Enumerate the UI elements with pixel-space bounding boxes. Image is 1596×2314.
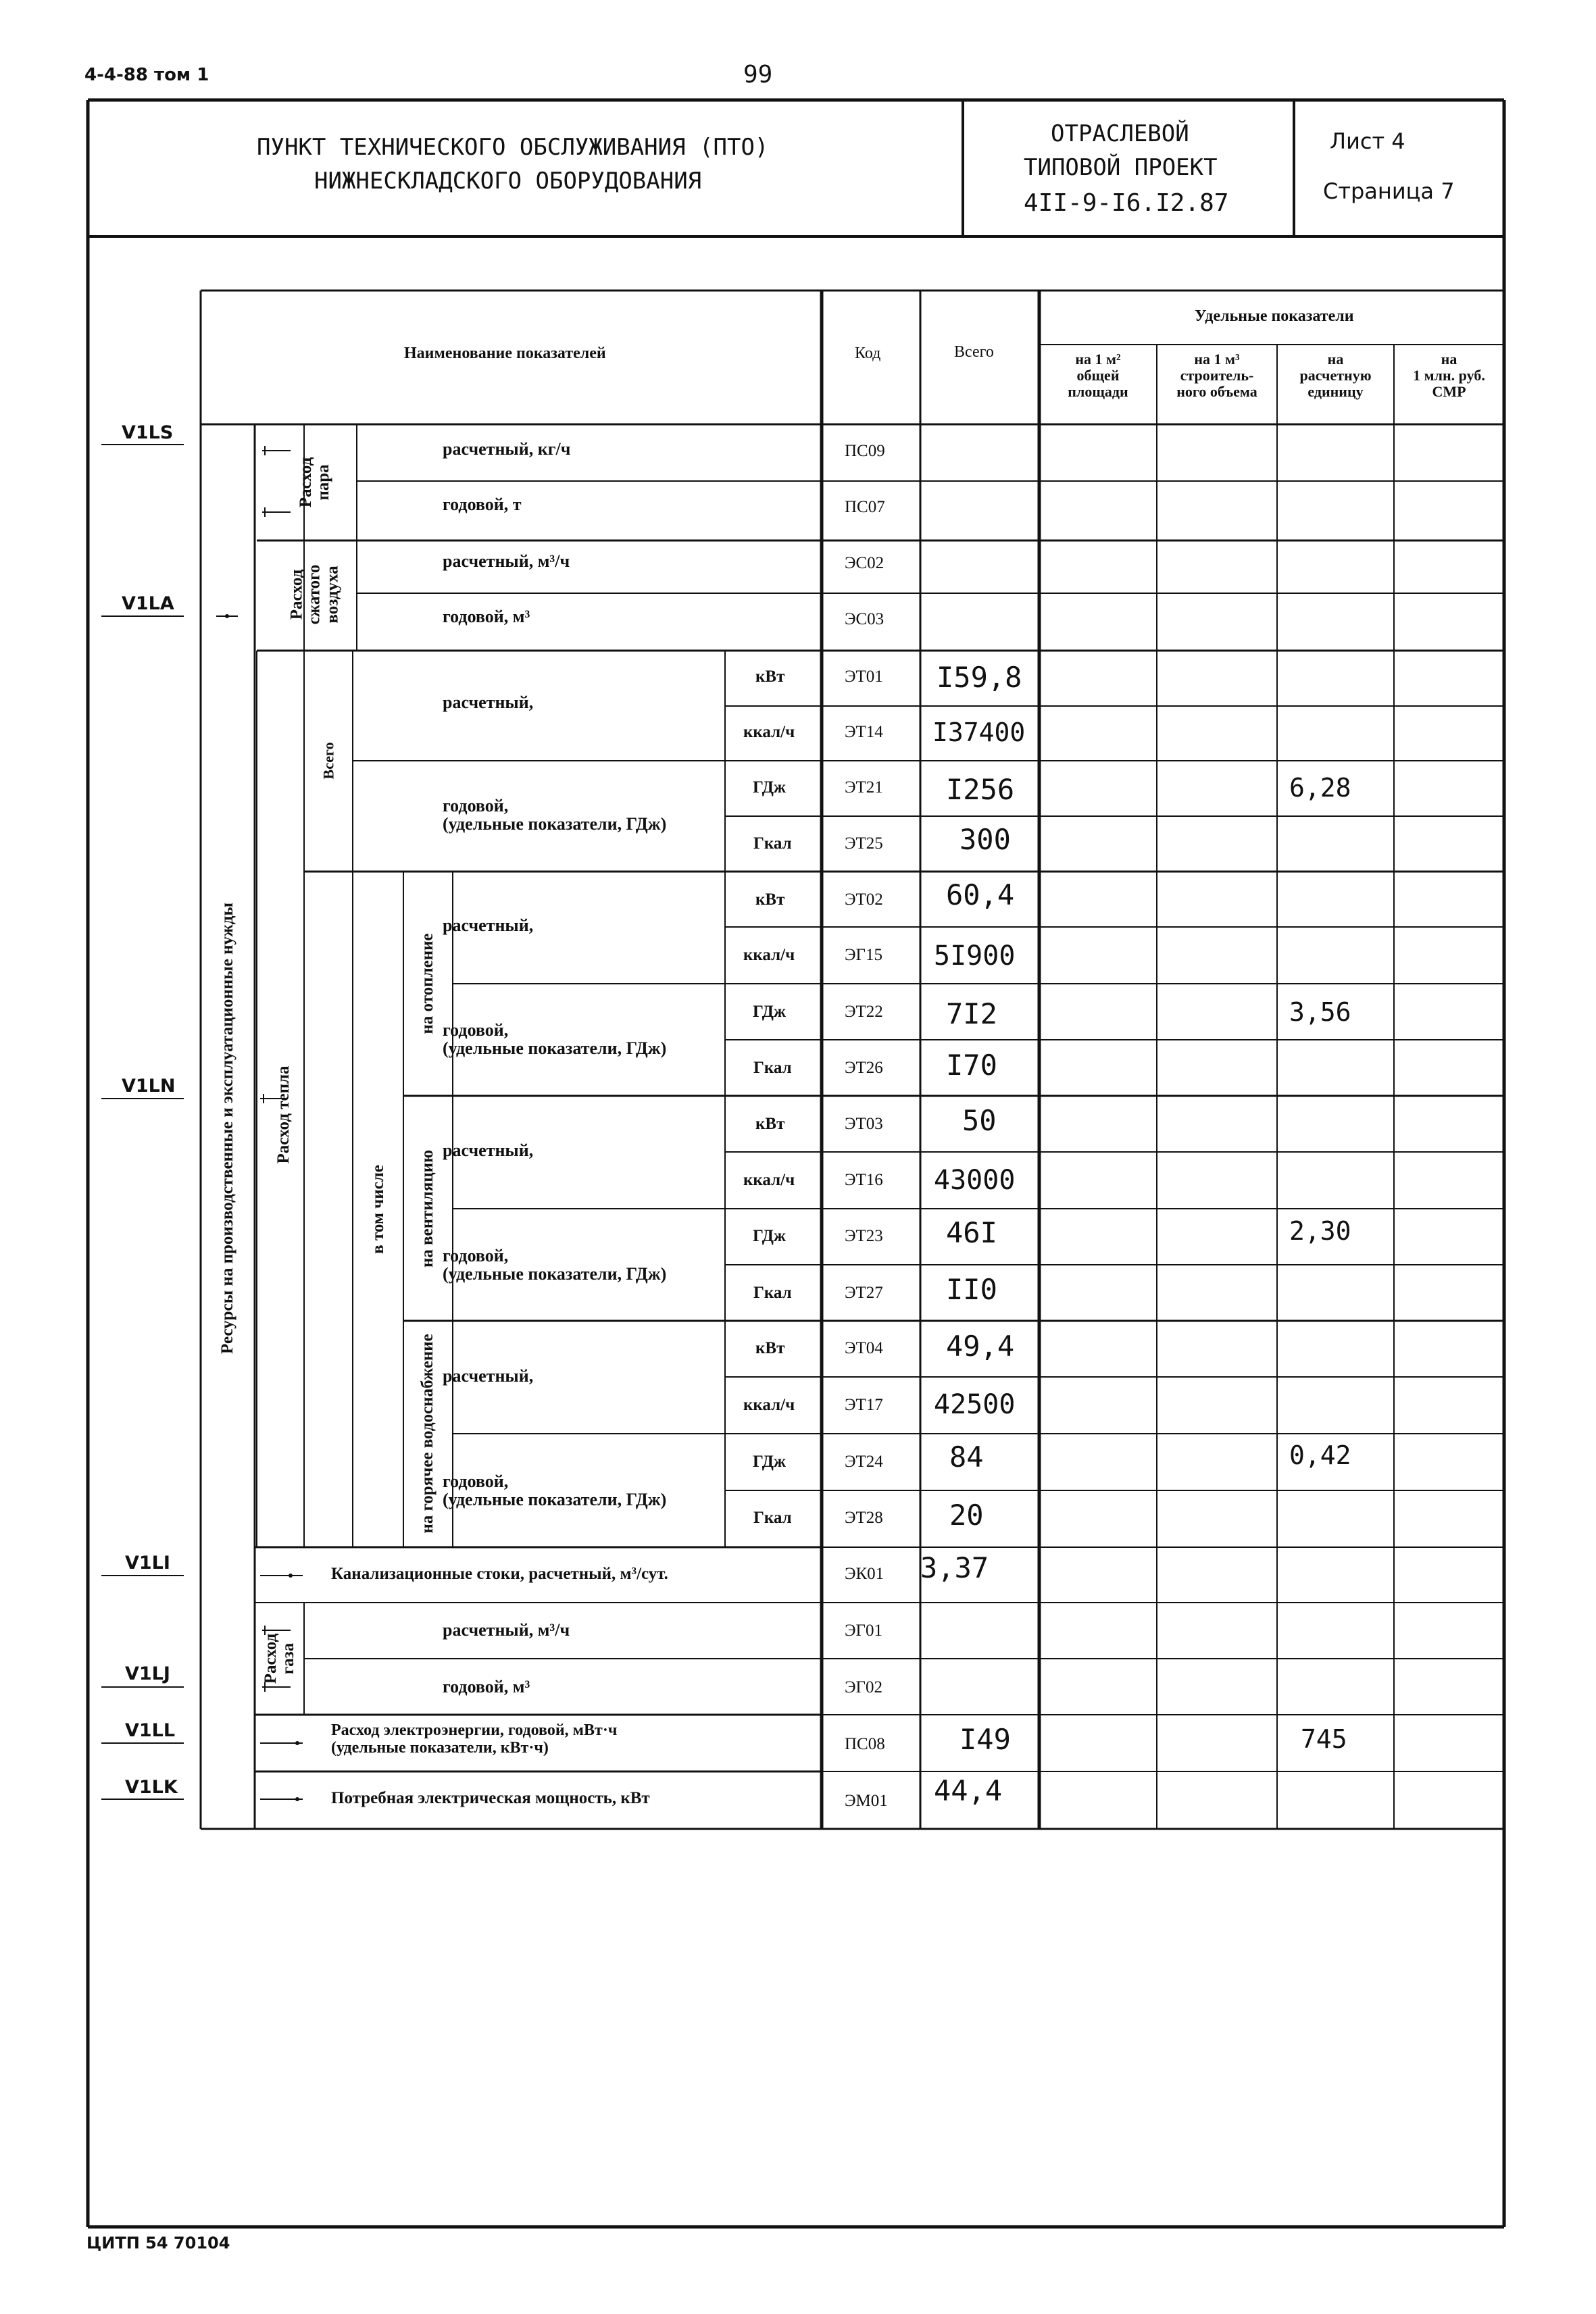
group-label-incl: в том числе — [368, 1165, 387, 1254]
code-es03: ЭС03 — [845, 610, 884, 628]
per-unit-et21: 6,28 — [1289, 773, 1351, 803]
row-steam-calc: расчетный, кг/ч — [443, 439, 571, 459]
group-label-total: Всего — [320, 742, 337, 780]
total-et14: I37400 — [932, 718, 1026, 747]
total-et26: I70 — [946, 1049, 997, 1082]
row-air-calc: расчетный, м³/ч — [443, 551, 570, 571]
code-et24: ЭТ24 — [845, 1453, 883, 1471]
per-million-line-3: СМР — [1432, 383, 1466, 401]
group-label-steam — [297, 442, 333, 523]
sheet-number: Лист 4 — [1330, 128, 1405, 154]
code-et17: ЭТ17 — [845, 1396, 883, 1414]
code-ps07: ПС07 — [845, 498, 885, 516]
unit-et01: кВт — [755, 668, 785, 686]
total-et28: 20 — [949, 1499, 984, 1532]
row-heat-total-year-2: (удельные показатели, ГДж) — [443, 814, 667, 834]
row-ventilation-calc: расчетный, — [443, 1140, 534, 1160]
code-ps09: ПС09 — [845, 442, 885, 460]
column-header-code: Код — [855, 345, 881, 362]
row-electricity-2: (удельные показатели, кВт·ч) — [331, 1739, 549, 1757]
per-volume-line-3: ного объема — [1176, 383, 1257, 401]
row-ventilation-year-2: (удельные показатели, ГДж) — [443, 1264, 667, 1284]
group-label-heating: на отопление — [418, 933, 437, 1034]
unit-et21: ГДж — [753, 778, 787, 797]
group-label-resources: Ресурсы на производственные и эксплуатационные нужды — [218, 903, 236, 1354]
unit-et14: ккал/ч — [743, 723, 795, 741]
total-et24: 84 — [949, 1440, 984, 1474]
per-area-line-3: площади — [1068, 383, 1128, 401]
row-gas-year: годовой, м³ — [443, 1677, 530, 1696]
unit-et23: ГДж — [753, 1227, 787, 1245]
total-et04: 49,4 — [946, 1330, 1015, 1363]
total-et01: I59,8 — [937, 661, 1022, 694]
row-heat-total-calc: расчетный, — [443, 693, 534, 712]
side-label-v1lj: V1LJ — [125, 1663, 170, 1684]
column-header-total: Всего — [954, 343, 994, 361]
per-million-line-1: на — [1441, 351, 1457, 368]
unit-et04: кВт — [755, 1339, 785, 1357]
row-heating-year-2: (удельные показатели, ГДж) — [443, 1038, 667, 1058]
row-heating-year-1: годовой, — [443, 1020, 509, 1040]
code-et22: ЭТ22 — [845, 1003, 883, 1021]
row-heating-calc: расчетный, — [443, 915, 534, 935]
footer-stamp: ЦИТП 54 70104 — [86, 2234, 230, 2253]
group-label-air — [289, 547, 342, 642]
unit-et17: ккал/ч — [743, 1396, 795, 1414]
page-number: 99 — [743, 61, 773, 89]
unit-et03: кВт — [755, 1115, 785, 1133]
column-header-per-volume — [1157, 351, 1277, 401]
per-unit-ps08: 745 — [1301, 1724, 1347, 1754]
total-et16: 43000 — [934, 1165, 1016, 1196]
per-unit-line-3: единицу — [1307, 383, 1364, 401]
column-header-name: Наименование показателей — [404, 345, 606, 362]
total-et22: 7I2 — [946, 997, 997, 1030]
row-air-year: годовой, м³ — [443, 607, 530, 626]
page-counter: Страница 7 — [1323, 178, 1455, 204]
group-label-ventilation: на вентиляцию — [418, 1149, 437, 1268]
per-unit-line-1: на — [1327, 351, 1344, 368]
row-ventilation-year-1: годовой, — [443, 1246, 509, 1265]
total-em01: 44,4 — [934, 1774, 1003, 1807]
per-million-line-2: 1 млн. руб. — [1413, 367, 1485, 384]
side-label-v1ll: V1LL — [125, 1720, 176, 1741]
per-volume-line-2: строитель- — [1180, 367, 1254, 384]
unit-et02: кВт — [755, 890, 785, 909]
row-power: Потребная электрическая мощность, кВт — [331, 1789, 650, 1807]
code-et25: ЭТ25 — [845, 834, 883, 853]
code-et23: ЭТ23 — [845, 1227, 883, 1245]
unit-et24: ГДж — [753, 1453, 787, 1471]
code-et03: ЭТ03 — [845, 1115, 883, 1133]
total-ek01: 3,37 — [920, 1551, 989, 1584]
code-et14: ЭТ14 — [845, 723, 883, 741]
row-gas-calc: расчетный, м³/ч — [443, 1620, 570, 1640]
row-heat-total-year-1: годовой, — [443, 796, 509, 815]
total-et03: 50 — [962, 1104, 997, 1137]
code-ek01: ЭК01 — [845, 1565, 884, 1583]
unit-et27: Гкал — [753, 1284, 792, 1302]
row-electricity-1: Расход электроэнергии, годовой, мВт·ч — [331, 1721, 618, 1739]
code-et15: ЭГ15 — [845, 946, 882, 964]
project-line-2: ТИПОВОЙ ПРОЕКТ — [1024, 154, 1218, 181]
row-steam-year: годовой, т — [443, 495, 522, 514]
code-et04: ЭТ04 — [845, 1339, 883, 1357]
column-header-per-million — [1394, 351, 1504, 401]
total-et15: 5I900 — [934, 940, 1016, 972]
unit-et15: ккал/ч — [743, 946, 795, 964]
side-label-v1li: V1LI — [125, 1553, 170, 1574]
unit-et22: ГДж — [753, 1003, 787, 1021]
group-label-heat: Расход тепла — [274, 1065, 293, 1164]
code-et21: ЭТ21 — [845, 778, 883, 797]
column-header-per-area — [1039, 351, 1157, 401]
code-et02: ЭТ02 — [845, 890, 883, 909]
per-unit-et22: 3,56 — [1289, 997, 1351, 1027]
total-et27: II0 — [946, 1273, 997, 1306]
code-eg02: ЭГ02 — [845, 1678, 882, 1696]
total-et17: 42500 — [934, 1389, 1016, 1420]
group-label-hot-water: на горячее водоснабжение — [418, 1334, 437, 1534]
unit-et25: Гкал — [753, 834, 792, 853]
side-label-v1ls: V1LS — [122, 422, 174, 443]
gas-label-text: Расход газа — [261, 1633, 297, 1684]
per-unit-et24: 0,42 — [1289, 1440, 1351, 1470]
title-line-1: ПУНКТ ТЕХНИЧЕСКОГО ОБСЛУЖИВАНИЯ (ПТО) — [257, 134, 769, 161]
row-hot-water-year-2: (удельные показатели, ГДж) — [443, 1490, 667, 1509]
row-sewage: Канализационные стоки, расчетный, м³/сут. — [331, 1565, 668, 1583]
total-et21: I256 — [946, 773, 1015, 806]
code-et28: ЭТ28 — [845, 1509, 883, 1527]
side-label-v1lk: V1LK — [125, 1777, 178, 1798]
code-et26: ЭТ26 — [845, 1059, 883, 1077]
per-unit-line-2: расчетную — [1299, 367, 1372, 384]
per-area-line-1: на 1 м² — [1075, 351, 1121, 368]
code-eg01: ЭГ01 — [845, 1621, 882, 1640]
unit-et16: ккал/ч — [743, 1171, 795, 1189]
code-et27: ЭТ27 — [845, 1284, 883, 1302]
total-et02: 60,4 — [946, 878, 1015, 911]
total-ps08: I49 — [959, 1723, 1011, 1756]
total-et25: 300 — [959, 823, 1011, 856]
code-et16: ЭТ16 — [845, 1171, 883, 1189]
per-volume-line-1: на 1 м³ — [1194, 351, 1240, 368]
total-et23: 46I — [946, 1216, 997, 1249]
per-area-line-2: общей — [1076, 367, 1120, 384]
per-unit-et23: 2,30 — [1289, 1216, 1351, 1246]
unit-et26: Гкал — [753, 1059, 792, 1077]
code-es02: ЭС02 — [845, 554, 884, 572]
project-line-1: ОТРАСЛЕВОЙ — [1051, 120, 1189, 147]
column-header-per-unit — [1277, 351, 1394, 401]
air-label-text: Расход сжатого воздуха — [287, 564, 342, 625]
document-reference: 4-4-88 том 1 — [84, 65, 209, 85]
code-et01: ЭТ01 — [845, 668, 883, 686]
side-label-v1la: V1LA — [122, 593, 174, 614]
project-code: 4II-9-I6.I2.87 — [1024, 189, 1229, 217]
unit-et28: Гкал — [753, 1509, 792, 1527]
row-hot-water-year-1: годовой, — [443, 1472, 509, 1491]
title-line-2: НИЖНЕСКЛАДСКОГО ОБОРУДОВАНИЯ — [314, 168, 702, 195]
code-ps08: ПС08 — [845, 1735, 885, 1753]
group-label-gas — [262, 1625, 298, 1692]
code-em01: ЭМ01 — [845, 1792, 888, 1810]
side-label-v1ln: V1LN — [122, 1076, 176, 1097]
steam-label-text: Расход пара — [296, 457, 332, 508]
row-hot-water-calc: расчетный, — [443, 1366, 534, 1386]
column-header-specific: Удельные показатели — [1195, 307, 1354, 325]
